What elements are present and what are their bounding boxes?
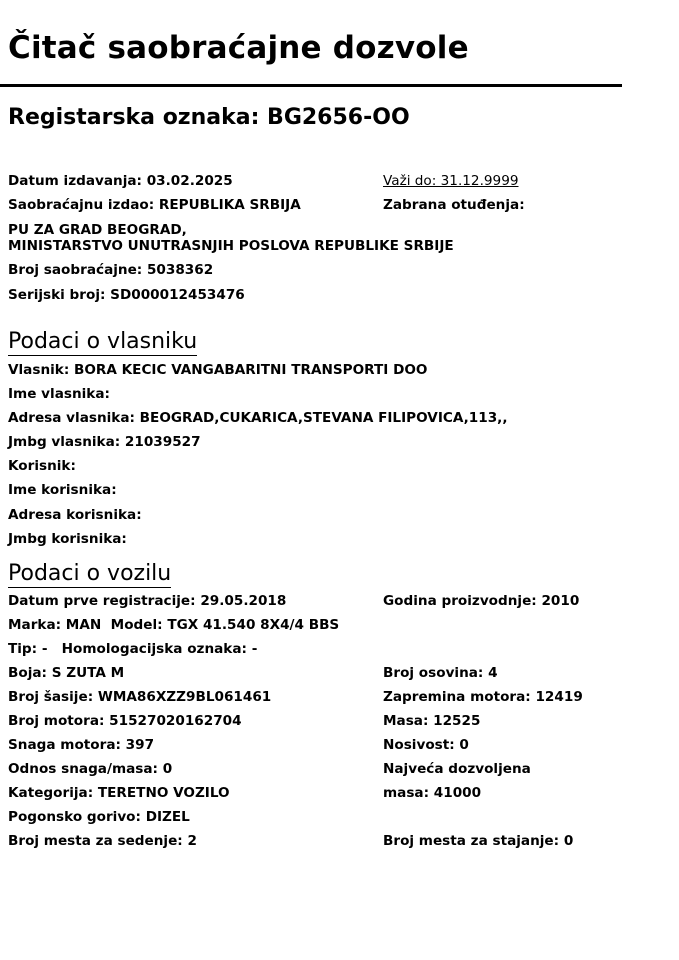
user: Korisnik: [8, 458, 76, 474]
make-model: Marka: MAN Model: TGX 41.540 8X4/4 BBS [8, 617, 340, 633]
engine-number: Broj motora: 51527020162704 [8, 713, 242, 729]
owner-name: Ime vlasnika: [8, 386, 110, 402]
vehicle-section-heading-text: Podaci o vozilu [8, 561, 172, 586]
category: Kategorija: TERETNO VOZILO [8, 785, 230, 801]
authority-line-2: MINISTARSTVO UNUTRASNJIH POSLOVA REPUBLIKE SRBIJE [8, 238, 454, 254]
owner: Vlasnik: BORA KECIC VANGABARITNI TRANSPORTI DOO [8, 362, 428, 378]
load-capacity: Nosivost: 0 [383, 737, 469, 753]
mass: Masa: 12525 [383, 713, 481, 729]
max-allowed-mass-value: masa: 41000 [383, 785, 482, 801]
standing-places: Broj mesta za stajanje: 0 [383, 833, 574, 849]
seats: Broj mesta za sedenje: 2 [8, 833, 197, 849]
engine-power: Snaga motora: 397 [8, 737, 155, 753]
axles: Broj osovina: 4 [383, 665, 498, 681]
first-registration: Datum prve registracije: 29.05.2018 [8, 593, 287, 609]
user-jmbg: Jmbg korisnika: [8, 531, 127, 547]
authority-line-1: PU ZA GRAD BEOGRAD, [8, 222, 187, 238]
owner-section-heading-text: Podaci o vlasniku [8, 329, 198, 354]
fuel-type: Pogonsko gorivo: DIZEL [8, 809, 190, 825]
engine-volume: Zapremina motora: 12419 [383, 689, 583, 705]
owner-section-heading [8, 329, 197, 355]
max-allowed-mass-label: Najveća dozvoljena [383, 761, 531, 777]
user-name: Ime korisnika: [8, 482, 117, 498]
license-number: Broj saobraćajne: 5038362 [8, 262, 214, 278]
title-divider [0, 84, 622, 87]
color: Boja: S ZUTA M [8, 665, 125, 681]
owner-heading-underline [8, 355, 197, 356]
vehicle-heading-underline [8, 587, 171, 588]
serial-number: Serijski broj: SD000012453476 [8, 287, 245, 303]
alienation-ban: Zabrana otuđenja: [383, 197, 525, 213]
type-homologation: Tip: - Homologacijska oznaka: - [8, 641, 258, 657]
page-title: Čitač saobraćajne dozvole [8, 30, 469, 66]
valid-until: Važi do: 31.12.9999 [383, 173, 519, 189]
power-mass-ratio: Odnos snaga/masa: 0 [8, 761, 173, 777]
owner-jmbg: Jmbg vlasnika: 21039527 [8, 434, 201, 450]
user-address: Adresa korisnika: [8, 507, 142, 523]
production-year: Godina proizvodnje: 2010 [383, 593, 580, 609]
issued-by: Saobraćajnu izdao: REPUBLIKA SRBIJA [8, 197, 301, 213]
chassis-number: Broj šasije: WMA86XZZ9BL061461 [8, 689, 272, 705]
registration-plate: Registarska oznaka: BG2656-OO [8, 105, 410, 130]
issue-date: Datum izdavanja: 03.02.2025 [8, 173, 233, 189]
vehicle-section-heading [8, 561, 171, 587]
owner-address: Adresa vlasnika: BEOGRAD,CUKARICA,STEVANA FILIPOVICA,113,, [8, 410, 508, 426]
